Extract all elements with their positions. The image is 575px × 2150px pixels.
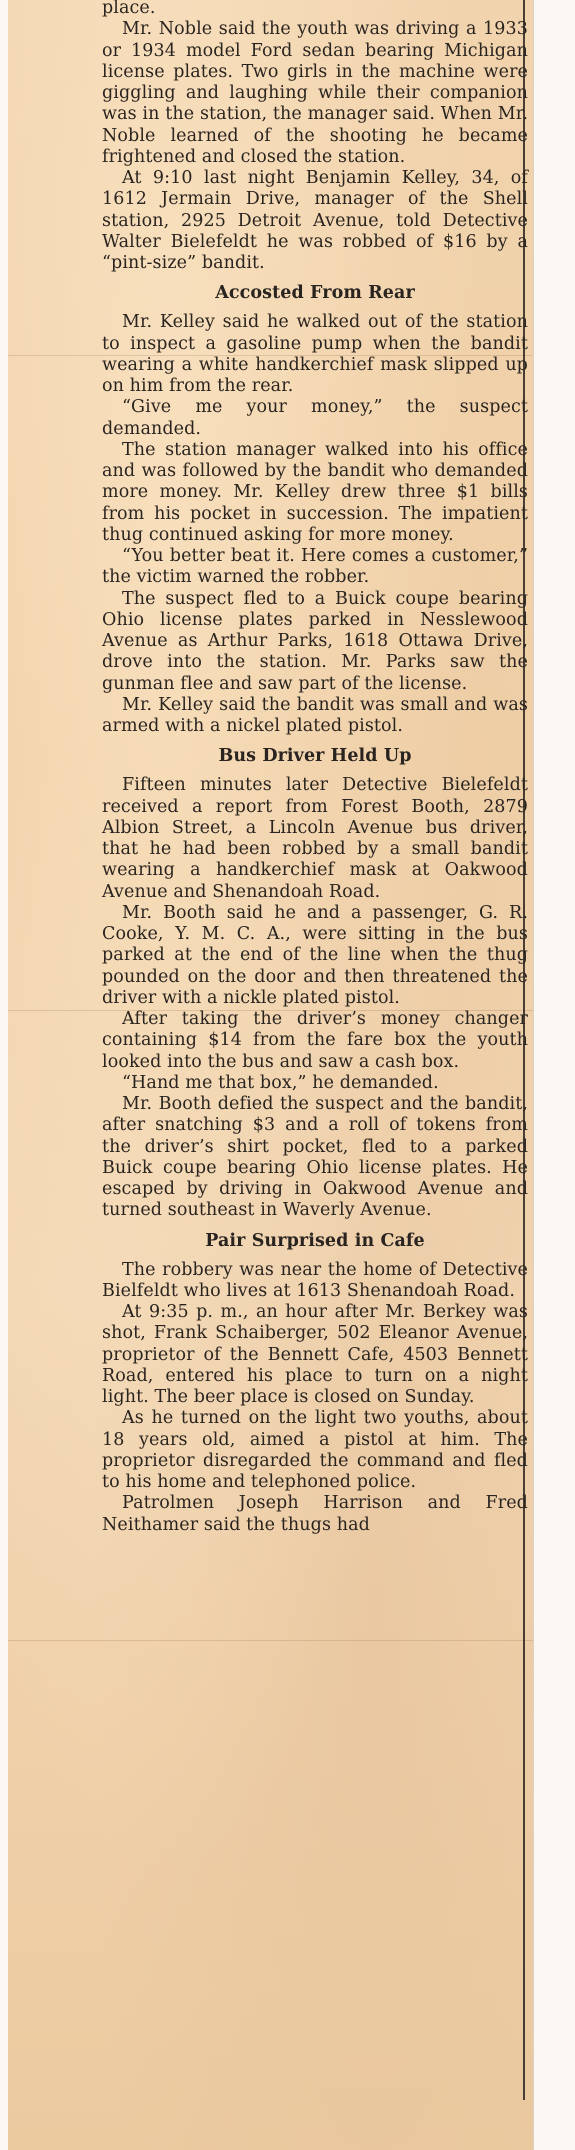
paper-fold-line (8, 1640, 533, 1641)
article-paragraph: “Hand me that box,” he demanded. (122, 1072, 439, 1093)
article-paragraph: Mr. Kelley said the bandit was small and was armed with a nickel plated pistol. (102, 694, 528, 736)
article-paragraph: Mr. Booth said he and a passenger, G. R. Cooke, Y. M. C. A., were sitting in the bus parked at the end of the line when the thug pounded on the door and then threatened the driver with a nickle plated pistol. (102, 902, 528, 1008)
article-paragraph: The robbery was near the home of Detective Bielfeldt who lives at 1613 Shenandoah Road. (102, 1259, 528, 1301)
article-paragraph: Mr. Booth defied the suspect and the bandit, after snatching $3 and a roll of tokens from the driver’s shirt pocket, fled to a parked Buick coupe bearing Ohio license plates. He escaped by driving in Oakwood Avenue and turned southeast in Waverly Avenue. (102, 1094, 528, 1221)
article-paragraph: Fifteen minutes later Detective Bielefeldt received a report from Forest Booth, 2879 Albion Street, a Lincoln Avenue bus driver, that he had been robbed by a small bandit wearing a handkerchief mask at Oakwood Avenue and Shenandoah Road. (102, 775, 528, 902)
article-paragraph: The station manager walked into his office and was followed by the bandit who demanded more money. Mr. Kelley drew three $1 bills from his pocket in succession. The impatient thug continued asking for more money. (102, 439, 528, 545)
article-paragraph: At 9:10 last night Benjamin Kelley, 34, of 1612 Jermain Drive, manager of the Shell station, 2925 Detroit Avenue, told Detective Walter Bielefeldt he was robbed of $16 by a “pint-size” bandit. (102, 168, 528, 273)
article-paragraph: As he turned on the light two youths, about 18 years old, aimed a pistol at him. The proprietor disregarded the command and fled to his home and telephoned police. (102, 1408, 528, 1492)
article-paragraph: “Give me your money,” the suspect demanded. (102, 397, 528, 439)
article-paragraph: “You better beat it. Here comes a customer,” the victim warned the robber. (102, 546, 528, 588)
subheading-pair-surprised-in-cafe: Pair Surprised in Cafe (205, 1230, 425, 1251)
article-paragraph: Patrolmen Joseph Harrison and Fred Neithamer said the thugs had (102, 1493, 528, 1535)
article-paragraph: Mr. Noble said the youth was driving a 1933 or 1934 model Ford sedan bearing Michigan license plates. Two girls in the machine were giggling and laughing while their companion was in the station, the manager said. When Mr. Noble learned of the shooting he became frightened and closed the station. (102, 19, 528, 167)
article-column (102, 0, 528, 1536)
article-paragraph: After taking the driver’s money changer containing $14 from the fare box the youth looked into the bus and saw a cash box. (102, 1009, 528, 1072)
subheading-accosted-from-rear: Accosted From Rear (215, 283, 415, 304)
article-paragraph: place. (102, 0, 156, 18)
subheading-bus-driver-held-up: Bus Driver Held Up (218, 746, 412, 767)
article-paragraph: Mr. Kelley said he walked out of the station to inspect a gasoline pump when the bandit wearing a white handkerchief mask slipped up on him from the rear. (102, 312, 528, 396)
article-paragraph: At 9:35 p. m., an hour after Mr. Berkey was shot, Frank Schaiberger, 502 Eleanor Avenue, proprietor of the Bennett Cafe, 4503 Bennett Road, entered his place to turn on a night light. The beer place is closed on Sunday. (102, 1302, 528, 1407)
newspaper-clipping (8, 0, 533, 2150)
article-paragraph: The suspect fled to a Buick coupe bearing Ohio license plates parked in Nesslewood Avenue as Arthur Parks, 1618 Ottawa Drive, drove into the station. Mr. Parks saw the gunman flee and saw part of the license. (102, 588, 528, 694)
